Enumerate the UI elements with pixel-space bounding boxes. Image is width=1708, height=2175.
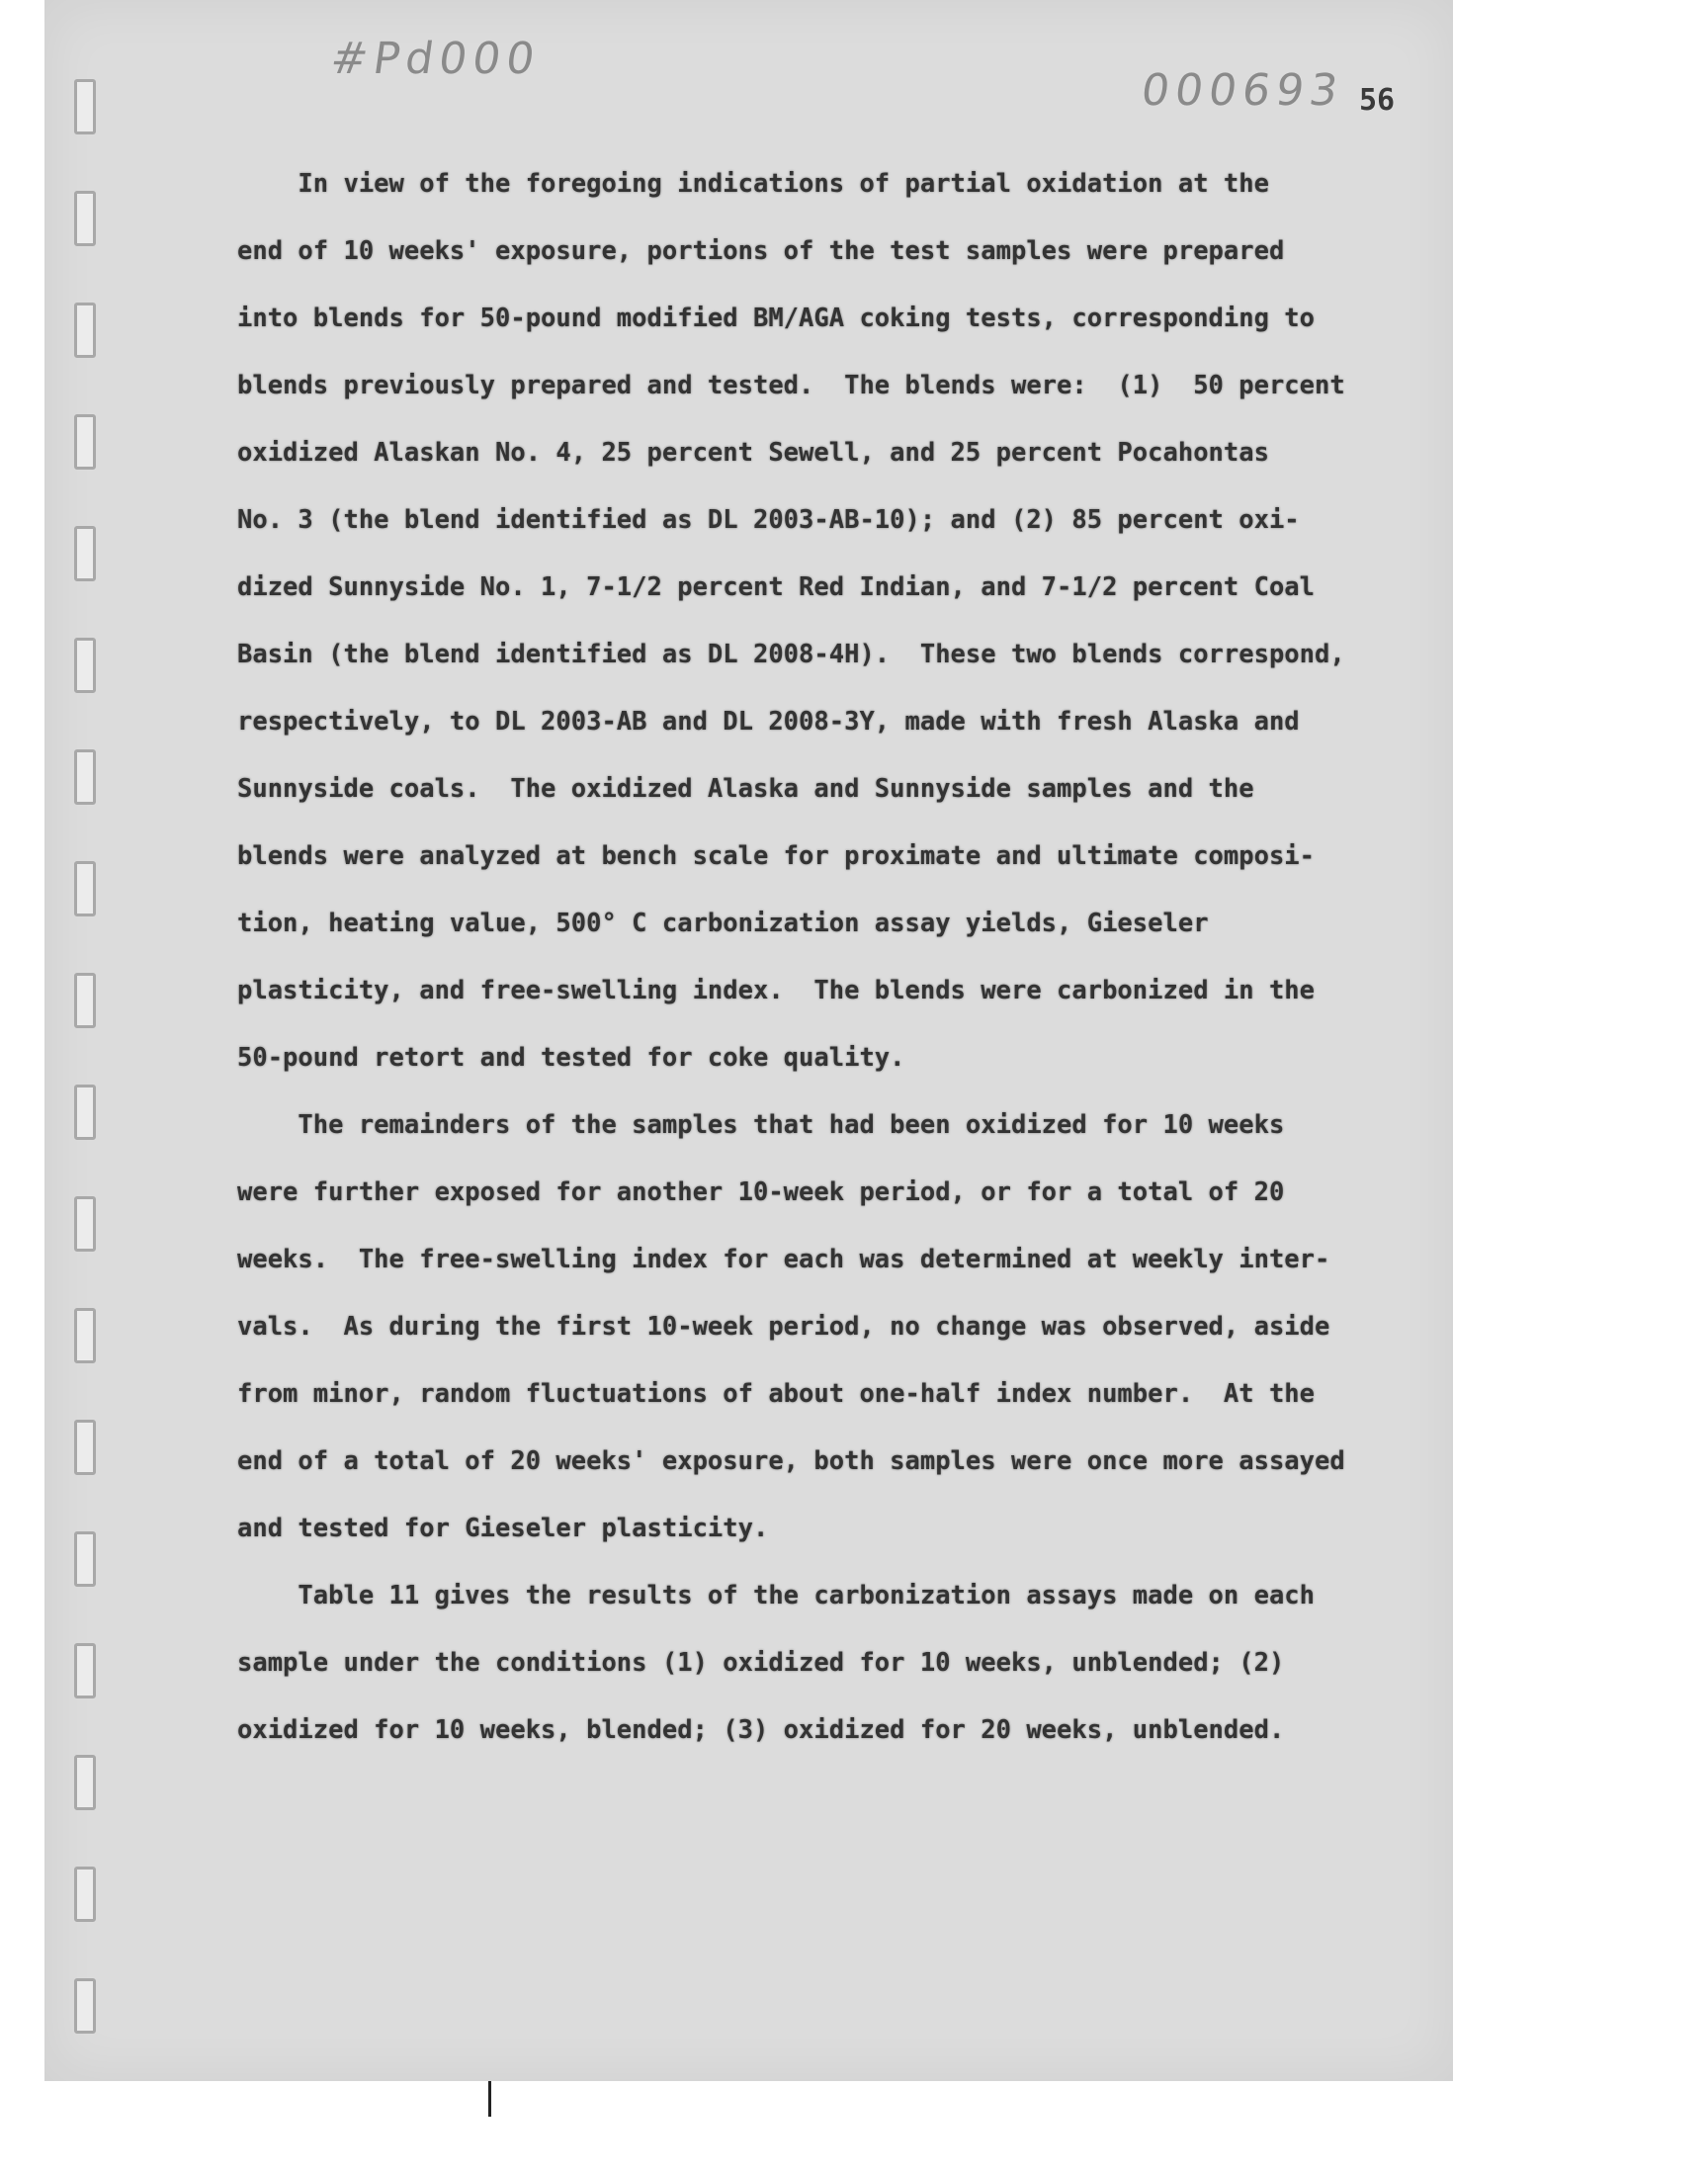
text-line: blends previously prepared and tested. The blends were: (1) 50 percent	[237, 371, 1345, 400]
text-line: tion, heating value, 500° C carbonization assay yields, Gieseler	[237, 909, 1209, 938]
punch-hole	[74, 1643, 96, 1698]
paragraph-2	[237, 1091, 1512, 1562]
handwritten-mark-right: 000693	[1138, 65, 1347, 116]
text-line: oxidized for 10 weeks, blended; (3) oxidized for 20 weeks, unblended.	[237, 1715, 1285, 1745]
punch-hole	[74, 414, 96, 470]
text-line: and tested for Gieseler plasticity.	[237, 1514, 769, 1543]
punch-hole	[74, 1196, 96, 1252]
punch-hole	[74, 1755, 96, 1810]
body-text	[237, 150, 1512, 1764]
text-line: plasticity, and free-swelling index. The blends were carbonized in the	[237, 976, 1316, 1005]
document-page	[44, 0, 1453, 2081]
text-line: Table 11 gives the results of the carbonization assays made on each	[237, 1581, 1316, 1610]
handwritten-mark-left: #Pd000	[327, 34, 544, 84]
punch-hole	[74, 526, 96, 581]
text-line: oxidized Alaskan No. 4, 25 percent Sewell, and 25 percent Pocahontas	[237, 438, 1269, 468]
text-line: weeks. The free-swelling index for each was determined at weekly inter-	[237, 1245, 1330, 1274]
punch-hole	[74, 1531, 96, 1587]
text-line: were further exposed for another 10-week period, or for a total of 20	[237, 1177, 1285, 1207]
punch-hole	[74, 303, 96, 358]
text-line: 50-pound retort and tested for coke quality.	[237, 1043, 905, 1073]
text-line: vals. As during the first 10-week period, no change was observed, aside	[237, 1312, 1330, 1342]
punch-hole	[74, 1308, 96, 1363]
punch-hole	[74, 1085, 96, 1140]
text-line: into blends for 50-pound modified BM/AGA coking tests, corresponding to	[237, 304, 1316, 333]
paragraph-3	[237, 1562, 1512, 1764]
text-line: Basin (the blend identified as DL 2008-4H). These two blends correspond,	[237, 640, 1345, 669]
text-line: No. 3 (the blend identified as DL 2003-AB-10); and (2) 85 percent oxi-	[237, 505, 1300, 535]
punch-hole	[74, 1978, 96, 2034]
scan-edge-mark	[488, 2081, 491, 2117]
paragraph-1	[237, 150, 1512, 1091]
text-line: from minor, random fluctuations of about one-half index number. At the	[237, 1379, 1316, 1409]
text-line: Sunnyside coals. The oxidized Alaska and Sunnyside samples and the	[237, 774, 1254, 804]
text-line: The remainders of the samples that had been oxidized for 10 weeks	[237, 1110, 1285, 1140]
page-number: 56	[1359, 83, 1396, 118]
punch-hole	[74, 861, 96, 916]
text-line: end of 10 weeks' exposure, portions of the test samples were prepared	[237, 236, 1285, 266]
text-line: sample under the conditions (1) oxidized for 10 weeks, unblended; (2)	[237, 1648, 1285, 1678]
punch-hole	[74, 749, 96, 805]
text-line: dized Sunnyside No. 1, 7-1/2 percent Red Indian, and 7-1/2 percent Coal	[237, 572, 1316, 602]
text-line: In view of the foregoing indications of partial oxidation at the	[237, 169, 1269, 199]
punch-hole	[74, 973, 96, 1028]
punch-hole	[74, 638, 96, 693]
punch-hole-strip	[74, 79, 104, 2056]
text-line: end of a total of 20 weeks' exposure, both samples were once more assayed	[237, 1446, 1345, 1476]
text-line: respectively, to DL 2003-AB and DL 2008-3Y, made with fresh Alaska and	[237, 707, 1300, 737]
text-line: blends were analyzed at bench scale for proximate and ultimate composi-	[237, 841, 1316, 871]
punch-hole	[74, 1867, 96, 1922]
punch-hole	[74, 191, 96, 246]
punch-hole	[74, 79, 96, 134]
punch-hole	[74, 1420, 96, 1475]
